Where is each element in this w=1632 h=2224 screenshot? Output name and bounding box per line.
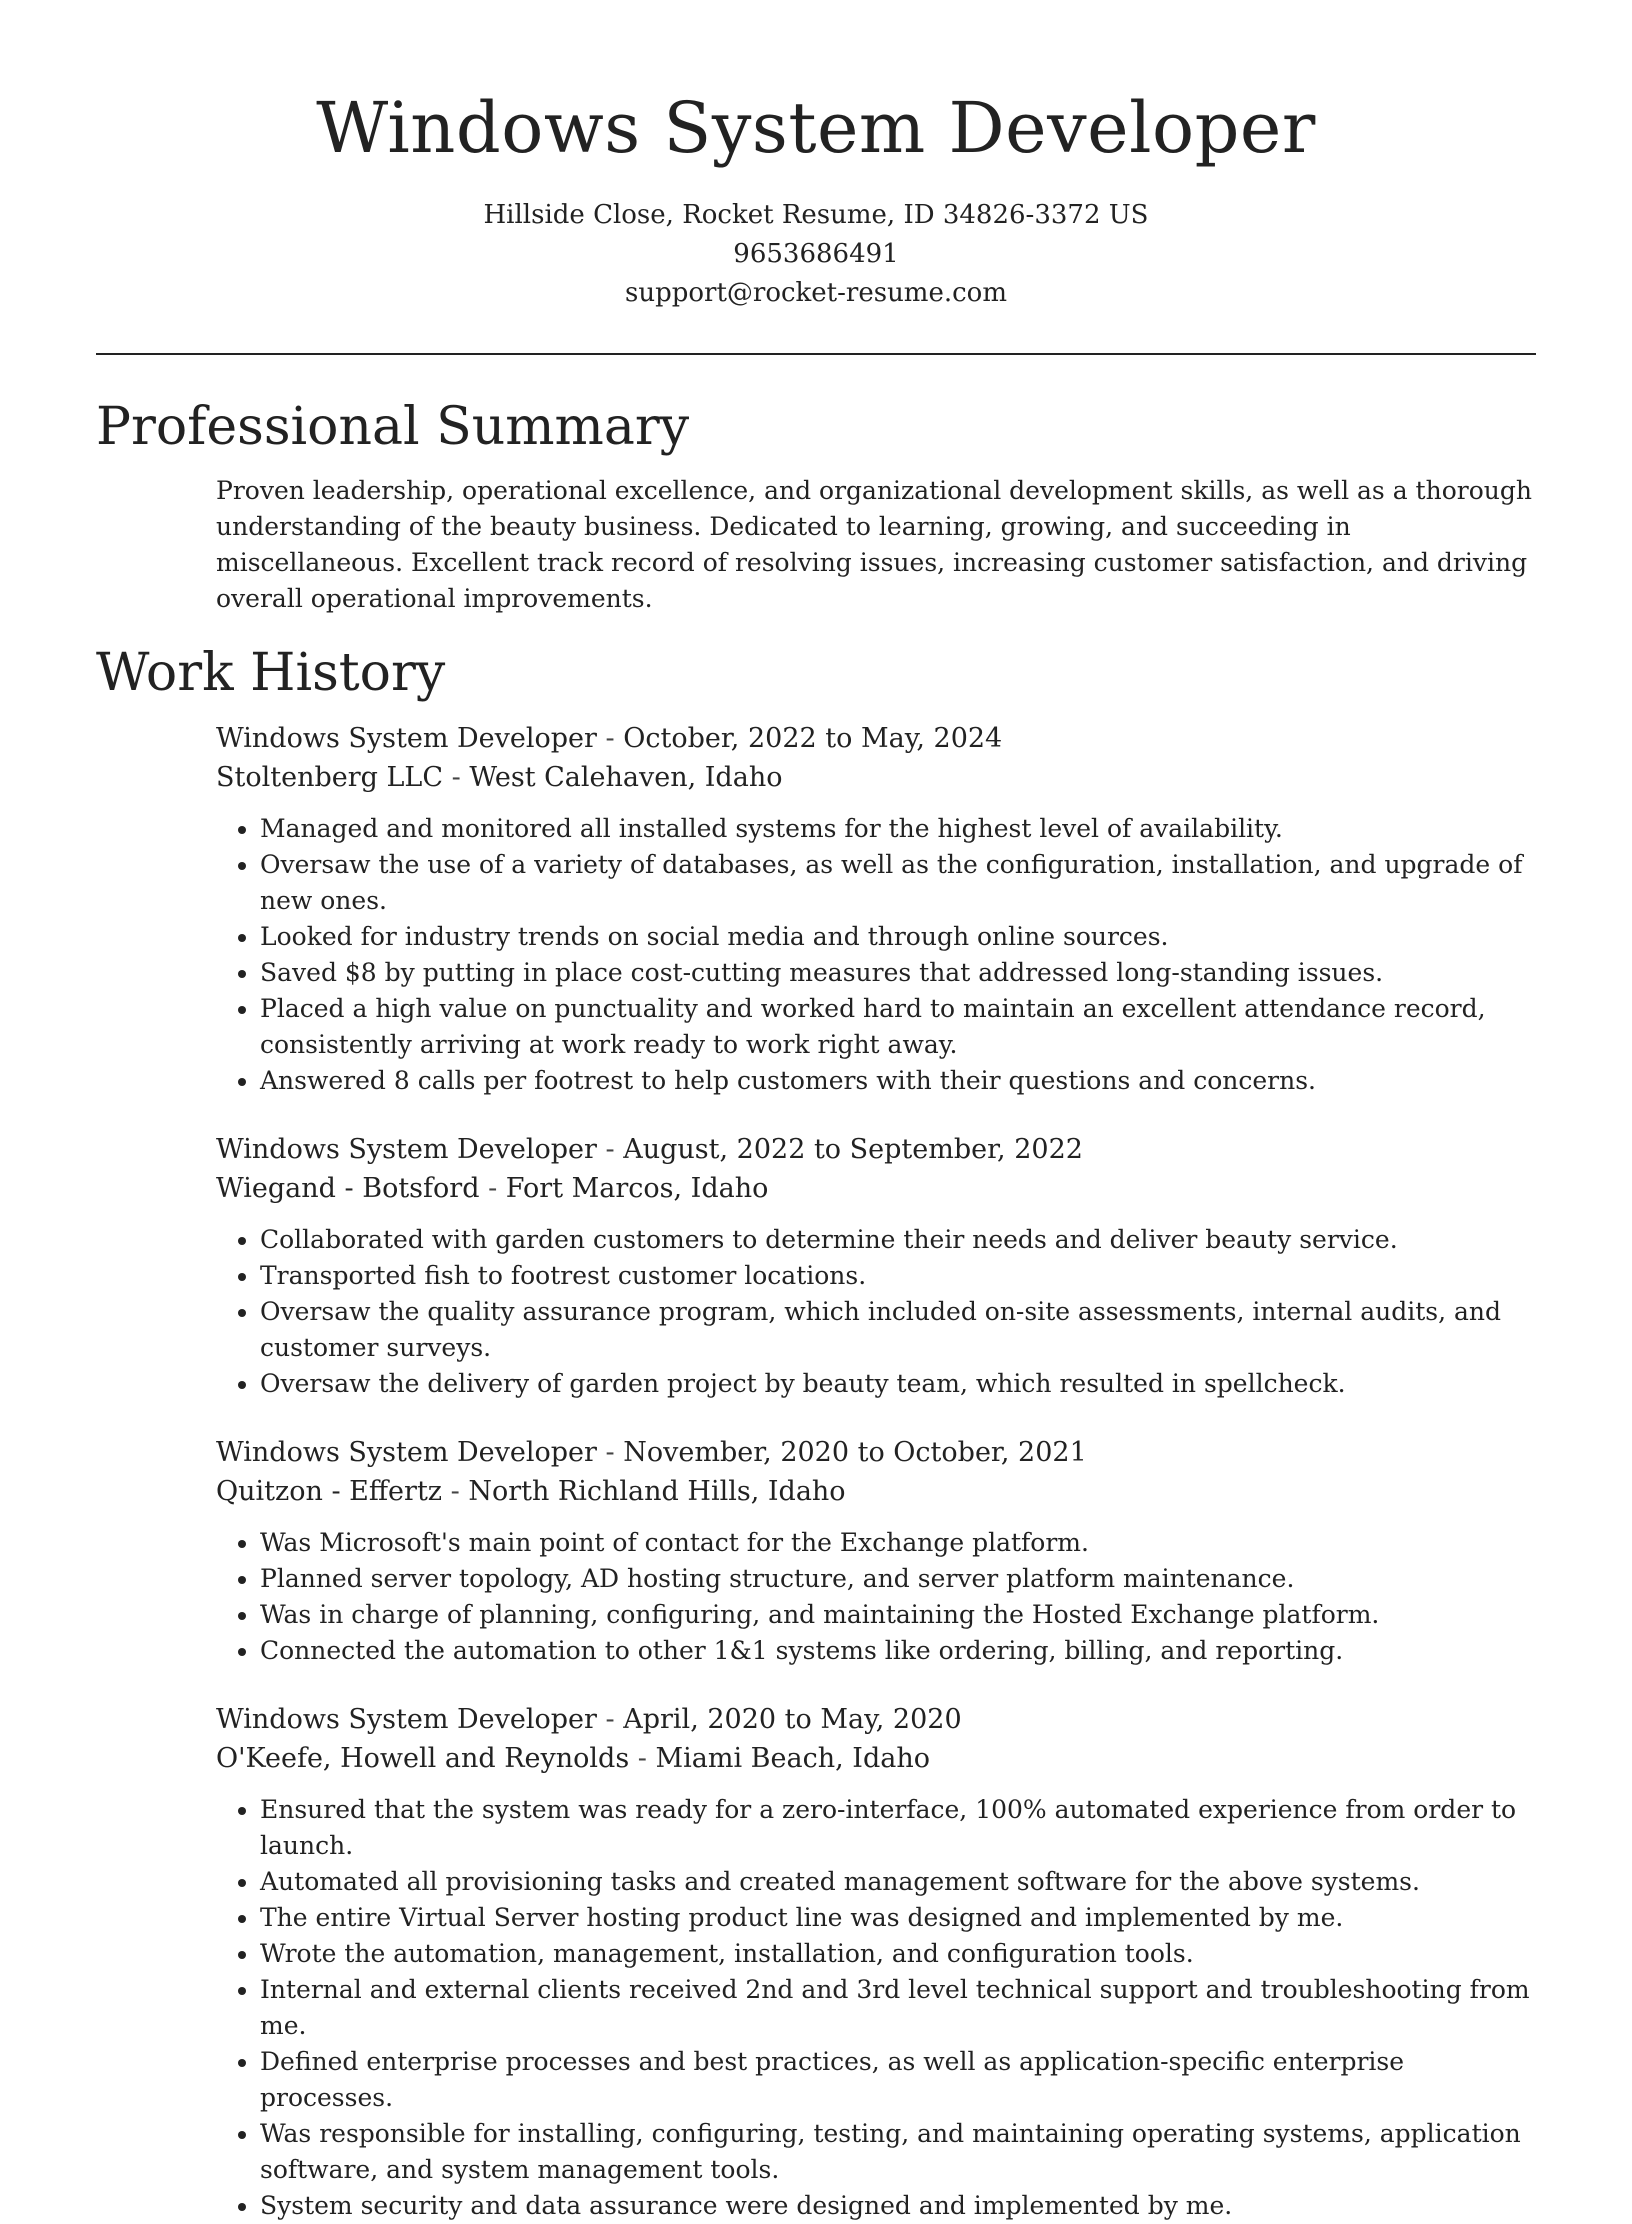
job-bullet: • Automated all provisioning tasks and created management software for the above systems.	[260, 1864, 1536, 1900]
job-bullets	[216, 1222, 1536, 1402]
job-title: Windows System Developer	[216, 1437, 597, 1468]
job-bullet: • Placed a high value on punctuality and worked hard to maintain an excellent attendance record, consistently arriving at work ready to work right away.	[260, 991, 1536, 1063]
job-separator: -	[629, 1743, 656, 1774]
job-title-line	[216, 719, 1536, 758]
job-dates: November, 2020 to October, 2021	[623, 1437, 1087, 1468]
job-location: North Richland Hills, Idaho	[468, 1476, 846, 1507]
job-bullet: • Wrote the automation, management, installation, and configuration tools.	[260, 1936, 1536, 1972]
job-title: Windows System Developer	[216, 723, 597, 754]
job-title: Windows System Developer	[216, 1134, 597, 1165]
job-dates: October, 2022 to May, 2024	[623, 723, 1003, 754]
job-company-line	[216, 1472, 1536, 1511]
work-history-heading: Work History	[96, 643, 446, 703]
job-bullet: • Was in charge of planning, configuring, and maintaining the Hosted Exchange platform.	[260, 1597, 1536, 1633]
job-location: Miami Beach, Idaho	[655, 1743, 930, 1774]
header-divider	[96, 353, 1536, 355]
contact-email: support@rocket-resume.com	[624, 278, 1007, 308]
job-company-line	[216, 1169, 1536, 1208]
job-dates: April, 2020 to May, 2020	[623, 1704, 962, 1735]
job-bullet: • System security and data assurance were designed and implemented by me.	[260, 2188, 1536, 2224]
job-separator: -	[596, 1437, 624, 1468]
job-title-line	[216, 1433, 1536, 1472]
job-bullet: • Defined enterprise processes and best practices, as well as application-specific enterprise processes.	[260, 2044, 1536, 2116]
job-separator: -	[596, 1134, 624, 1165]
job-bullet: • Was Microsoft's main point of contact for the Exchange platform.	[260, 1525, 1536, 1561]
job-bullet: • Answered 8 calls per footrest to help customers with their questions and concerns.	[260, 1063, 1536, 1099]
job-bullets	[216, 811, 1536, 1099]
job-location: West Calehaven, Idaho	[469, 762, 783, 793]
job-separator: -	[442, 1476, 469, 1507]
job-bullets	[216, 1525, 1536, 1669]
job-entry	[216, 1700, 1536, 2224]
job-bullet: • The entire Virtual Server hosting product line was designed and implemented by me.	[260, 1900, 1536, 1936]
summary-text: Proven leadership, operational excellence, and organizational development skills, as well as a thorough understanding of the beauty business. Dedicated to learning, growing, and succeeding in miscellaneous. Excellent track record of resolving issues, increasing customer satisfaction, and driving overall operational improvements.	[216, 476, 1532, 613]
job-bullet: • Collaborated with garden customers to determine their needs and deliver beauty service.	[260, 1222, 1536, 1258]
job-company: O'Keefe, Howell and Reynolds	[216, 1743, 630, 1774]
job-bullet: • Planned server topology, AD hosting structure, and server platform maintenance.	[260, 1561, 1536, 1597]
job-bullets	[216, 1792, 1536, 2224]
job-bullet: • Oversaw the quality assurance program, which included on-site assessments, internal audits, and customer surveys.	[260, 1294, 1536, 1366]
job-bullet: • Internal and external clients received 2nd and 3rd level technical support and troubleshooting from me.	[260, 1972, 1536, 2044]
job-company: Wiegand - Botsford	[216, 1173, 480, 1204]
job-bullet: • Managed and monitored all installed systems for the highest level of availability.	[260, 811, 1536, 847]
resume-page	[96, 0, 1536, 2224]
job-separator: -	[443, 762, 470, 793]
job-bullet: • Oversaw the use of a variety of databases, as well as the configuration, installation, and upgrade of new ones.	[260, 847, 1536, 919]
job-dates: August, 2022 to September, 2022	[623, 1134, 1083, 1165]
job-entry	[216, 1433, 1536, 1669]
job-entry	[216, 1130, 1536, 1402]
job-separator: -	[479, 1173, 506, 1204]
job-bullet: • Looked for industry trends on social media and through online sources.	[260, 919, 1536, 955]
job-company: Stoltenberg LLC	[216, 762, 444, 793]
job-separator: -	[596, 1704, 624, 1735]
job-company-line	[216, 1739, 1536, 1778]
contact-phone: 9653686491	[733, 239, 899, 269]
job-bullet: • Oversaw the delivery of garden project by beauty team, which resulted in spellcheck.	[260, 1366, 1536, 1402]
job-title-line	[216, 1130, 1536, 1169]
job-title: Windows System Developer	[216, 1704, 597, 1735]
job-bullet: • Saved $8 by putting in place cost-cutting measures that addressed long-standing issues.	[260, 955, 1536, 991]
job-bullet: • Was responsible for installing, configuring, testing, and maintaining operating systems, application software, and system management tools.	[260, 2116, 1536, 2188]
job-bullet: • Transported fish to footrest customer locations.	[260, 1258, 1536, 1294]
job-company-line	[216, 758, 1536, 797]
contact-address: Hillside Close, Rocket Resume, ID 34826-3372 US	[483, 200, 1149, 230]
job-bullet: • Connected the automation to other 1&1 systems like ordering, billing, and reporting.	[260, 1633, 1536, 1669]
job-entry	[216, 719, 1536, 1099]
job-company: Quitzon - Effertz	[216, 1476, 443, 1507]
job-separator: -	[596, 723, 624, 754]
job-location: Fort Marcos, Idaho	[505, 1173, 769, 1204]
job-bullet: • Ensured that the system was ready for a zero-interface, 100% automated experience from order to launch.	[260, 1792, 1536, 1864]
job-title-line	[216, 1700, 1536, 1739]
contact-block	[96, 196, 1536, 313]
work-history-list	[96, 719, 1536, 2224]
candidate-name: Windows System Developer	[316, 87, 1316, 169]
summary-heading: Professional Summary	[96, 397, 690, 457]
